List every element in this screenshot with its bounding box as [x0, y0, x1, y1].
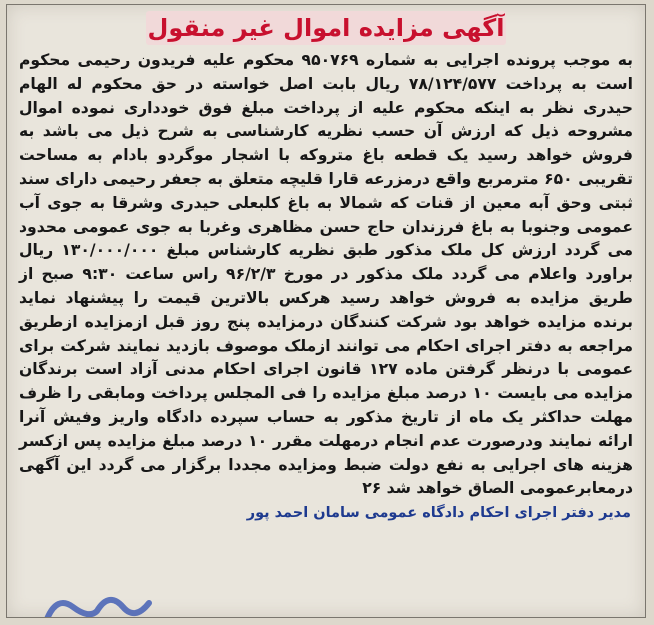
notice-signature: مدیر دفتر اجرای احکام دادگاه عمومی سامان احمد پور	[246, 505, 631, 522]
ink-stamp-icon	[39, 577, 159, 618]
notice-title: آگهی مزایده اموال غیر منقول	[146, 11, 506, 45]
notice-body: به موجب پرونده اجرایی به شماره ۹۵۰۷۶۹ محکوم علیه فریدون رحیمی محکوم است به پرداخت ۷۸/۱۲۴/۵۷۷ ریال بابت اصل خواسته در حق محکوم له الهام حیدری نظر به اینکه محکوم علیه از پرداخت مبلغ فوق خودداری نموده اموال مشروحه ذیل که ارزش آن حسب نظریه کارشناسی به شرح ذیل می باشد به فروش خواهد رسید یک قطعه باغ متروکه با اشجار موگردو بادام به مساحت تقریبی ۶۵۰ مترمربع واقع درمزرعه قارا قلیچه متعلق به جعفر رحیمی دارای سند ثبتی وحق آبه معین از قنات که شمالا به باغ کلبعلی حیدری وشرقا به جوی آب عمومی وجنوبا به باغ فرزندان حاج حسن مظاهری وغربا به جوی عمومی محدود می گردد ارزش کل ملک مذکور طبق نظریه کارشناس مبلغ ۱۳۰/۰۰۰/۰۰۰ ریال براورد واعلام می گردد ملک مذکور در مورخ ۹۶/۲/۳ راس ساعت ۹:۳۰ صبح از طریق مزایده به فروش خواهد رسید هرکس بالاترین قیمت را پیشنهاد نماید برنده مزایده خواهد بود شرکت کنندگان درمزایده پنج روز قبل ازمزایده ازطریق مراجعه به دفتر اجرای احکام می توانند ازملک موصوف بازدید نمایند شرکت برای عمومی با درنظر گرفتن ماده ۱۲۷ قانون اجرای احکام مدنی آزاد است برندگان مزایده می بایست ۱۰ درصد مبلغ مزایده را فی المجلس پرداخت ومابقی را ظرف مهلت حداکثر یک ماه از تاریخ مذکور به حساب سپرده دادگاه واریز وفیش آنرا ارائه نمایند ودرصورت عدم انجام درمهلت مقرر ۱۰ درصد مبلغ مزایده پس ازکسر هزینه های اجرایی به نفع دولت ضبط ومزایده مجددا برگزار می گردد این آگهی درمعابرعمومی الصاق خواهد شد ۲۶	[19, 51, 634, 498]
newspaper-clipping	[6, 4, 646, 618]
